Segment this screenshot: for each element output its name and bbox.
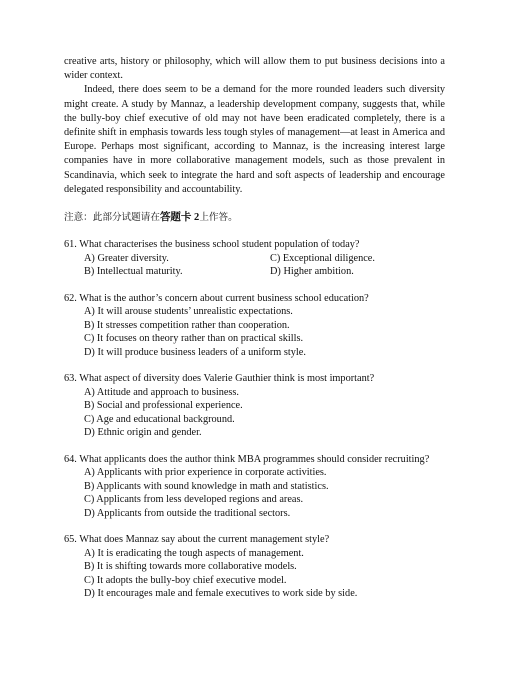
passage-paragraph-2: Indeed, there does seem to be a demand for the more rounded leaders such diversity might create. A study by Mannaz, a leadership development company, suggests that, while the bully-boy chief executive of old may not have been eradicated completely, there is a definite shift in emphasis towards less tough styles of management—at least in America and Europe. Perhaps most significant, according to Mannaz, is the increasing interest large companies have in more collaborative management models, such as those prevalent in Scandinavia, which seek to integrate the hard and soft aspects of leadership and encourage delegated responsibility and accountability. [64,84,445,195]
notice-answer-sheet: 答题卡 2 [159,212,200,224]
notice-prefix: 注意：此部分试题请在 [64,212,160,224]
option-b[interactable]: B) Social and professional experience. [84,400,243,412]
question-options [64,386,445,440]
option-a[interactable]: A) Greater diversity. [84,252,169,264]
question-stem: 63. What aspect of diversity does Valerie Gauthier think is most important? [64,373,375,385]
option-a[interactable]: A) Applicants with prior experience in corporate activities. [84,467,327,479]
option-a[interactable]: A) Attitude and approach to business. [84,386,239,398]
question-65 [64,533,445,601]
question-options [64,252,445,279]
notice-suffix: 上作答。 [199,212,238,224]
option-a[interactable]: A) It is eradicating the tough aspects of management. [84,547,304,559]
option-b[interactable]: B) It stresses competition rather than cooperation. [84,319,290,331]
question-stem: 62. What is the author’s concern about current business school education? [64,292,369,304]
question-stem: 64. What applicants does the author think MBA programmes should consider recruiting? [64,453,430,465]
question-62 [64,292,445,360]
passage-paragraph-1: creative arts, history or philosophy, which will allow them to put business decisions into a wider context. [64,56,445,82]
question-61 [64,238,445,279]
option-d[interactable]: D) It encourages male and female executives to work side by side. [84,588,358,600]
page-content [64,55,445,614]
option-c[interactable]: C) Applicants from less developed regions and areas. [84,494,304,506]
option-c[interactable]: C) Age and educational background. [84,413,235,425]
question-63 [64,372,445,440]
question-options [64,466,445,520]
question-stem: 61. What characterises the business school student population of today? [64,239,360,251]
option-c[interactable]: C) It focuses on theory rather than on practical skills. [84,333,304,345]
option-c[interactable]: C) Exceptional diligence. [270,252,375,264]
question-options [64,305,445,359]
option-b[interactable]: B) Applicants with sound knowledge in math and statistics. [84,480,329,492]
question-64 [64,453,445,521]
option-a[interactable]: A) It will arouse students’ unrealistic expectations. [84,306,293,318]
answer-sheet-notice [64,211,445,225]
option-d[interactable]: D) Ethnic origin and gender. [84,427,202,439]
option-b[interactable]: B) It is shifting towards more collaborative models. [84,561,297,573]
question-options [64,547,445,601]
option-d[interactable]: D) Applicants from outside the traditional sectors. [84,507,291,519]
option-b[interactable]: B) Intellectual maturity. [84,266,183,278]
option-c[interactable]: C) It adopts the bully-boy chief executive model. [84,574,287,586]
question-stem: 65. What does Mannaz say about the current management style? [64,534,330,546]
option-d[interactable]: D) It will produce business leaders of a uniform style. [84,346,306,358]
option-d[interactable]: D) Higher ambition. [270,266,354,278]
